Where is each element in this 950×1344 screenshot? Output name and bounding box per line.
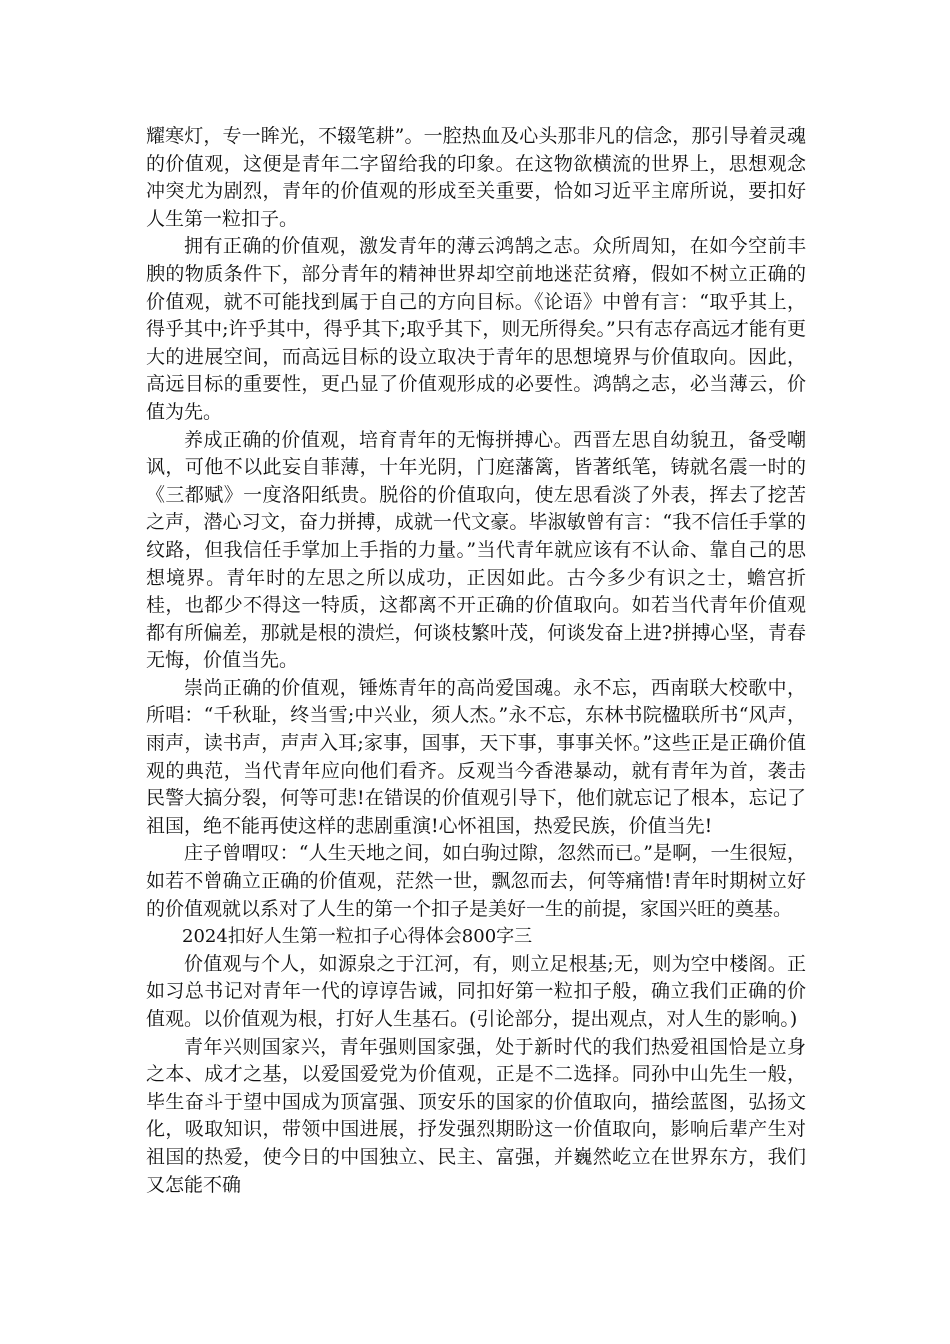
paragraph-4: 崇尚正确的价值观，锤炼青年的高尚爱国魂。永不忘，西南联大校歌中，所唱：“千秋耻，终当雪;中兴业，须人杰。”永不忘，东林书院楹联所书“风声，雨声，读书声，声声入耳;家事，国事，天下事，事事关怀。”这些正是正确价值观的典范，当代青年应向他们看齐。反观当今香港暴动，就有青年为首，袭击民警大搞分裂，何等可悲!在错误的价值观引导下，他们就忘记了根本，忘记了祖国，绝不能再使这样的悲剧重演!心怀祖国，热爱民族，价值当先! (146, 676, 806, 837)
paragraph-1: 耀寒灯，专一眸光，不辍笔耕”。一腔热血及心头那非凡的信念，那引导着灵魂的价值观，这便是青年二字留给我的印象。在这物欲横流的世界上，思想观念冲突尤为剧烈，青年的价值观的形成至关重要，恰如习近平主席所说，要扣好人生第一粒扣子。 (146, 125, 806, 230)
section-heading: 2024扣好人生第一粒扣子心得体会800字三 (182, 926, 533, 948)
paragraph-6: 价值观与个人，如源泉之于江河，有，则立足根基;无，则为空中楼阁。正如习总书记对青年一代的谆谆告诫，同扣好第一粒扣子般，确立我们正确的价值观。以价值观为根，打好人生基石。(引论部分，提出观点，对人生的影响。) (146, 952, 806, 1030)
document-page (146, 123, 806, 1199)
paragraph-5: 庄子曾喟叹：“人生天地之间，如白驹过隙，忽然而已。”是啊，一生很短，如若不曾确立正确的价值观，茫然一世，飘忽而去，何等痛惜!青年时期树立好的价值观就以系对了人生的第一个扣子是美好一生的前提，家国兴旺的奠基。 (146, 842, 806, 920)
paragraph-3: 养成正确的价值观，培育青年的无悔拼搏心。西晋左思自幼貌丑，备受嘲讽，可他不以此妄自菲薄，十年光阴，门庭藩篱，皆著纸笔，铸就名震一时的《三都赋》一度洛阳纸贵。脱俗的价值取向，使左思看淡了外表，挥去了挖苦之声，潜心习文，奋力拼搏，成就一代文豪。毕淑敏曾有言：“我不信任手掌的纹路，但我信任手掌加上手指的力量。”当代青年就应该有不认命、靠自己的思想境界。青年时的左思之所以成功，正因如此。古今多少有识之士，蟾宫折桂，也都少不得这一特质，这都离不开正确的价值取向。如若当代青年价值观都有所偏差，那就是根的溃烂，何谈枝繁叶茂，何谈发奋上进?拼搏心坚，青春无悔，价值当先。 (146, 428, 806, 672)
paragraph-2: 拥有正确的价值观，激发青年的薄云鸿鹄之志。众所周知，在如今空前丰腴的物质条件下，部分青年的精神世界却空前地迷茫贫瘠，假如不树立正确的价值观，就不可能找到属于自己的方向目标。《论语》中曾有言：“取乎其上，得乎其中;许乎其中，得乎其下;取乎其下，则无所得矣。”只有志存高远才能有更大的进展空间，而高远目标的设立取决于青年的思想境界与价值取向。因此，高远目标的重要性，更凸显了价值观形成的必要性。鸿鹄之志，必当薄云，价值为先。 (146, 235, 806, 423)
paragraph-7: 青年兴则国家兴，青年强则国家强，处于新时代的我们热爱祖国恰是立身之本、成才之基，以爱国爱党为价值观，正是不二选择。同孙中山先生一般，毕生奋斗于望中国成为顶富强、顶安乐的国家的价值取向，描绘蓝图，弘扬文化，吸取知识，带领中国进展，抒发强烈期盼这一价值取向，影响后辈产生对祖国的热爱，使今日的中国独立、民主、富强，并巍然屹立在世界东方，我们又怎能不确 (146, 1035, 806, 1196)
